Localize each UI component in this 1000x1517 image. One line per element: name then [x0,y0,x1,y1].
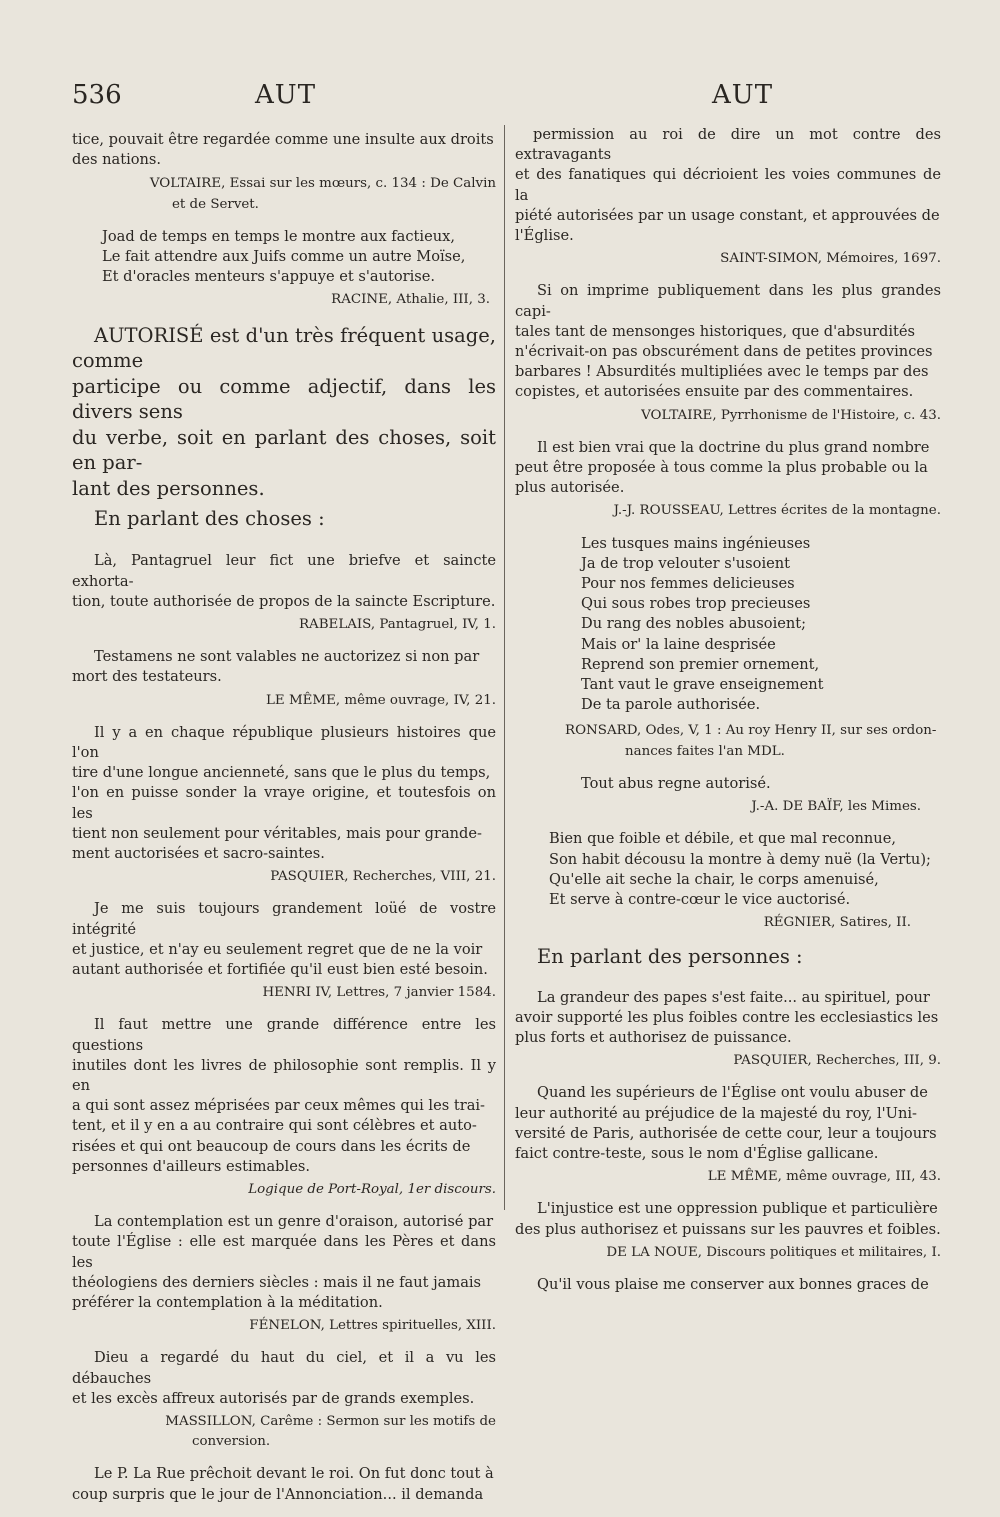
citation: VOLTAIRE, Pyrrhonisme de l'Histoire, c. 43. [641,407,941,423]
quote: Là, Pantagruel leur fict une briefve et saincte exhorta- tion, toute authorisée de propos de la saincte Escripture. RABELAIS, Pantagruel, IV, 1. [72,551,496,635]
citation: DE LA NOUE, Discours politiques et militaires, I. [606,1244,941,1260]
verse-quote: Bien que foible et débile, et que mal reconnue, Son habit décousu la montre à demy nuë (la Vertu); Qu'elle ait seche la chair, le corps amenuisé, Et serve à contre-cœur le vice auctorisé. RÉGNIER, Satires, II. [549,829,941,933]
citation: J.-A. DE BAÏF, les Mimes. [751,799,921,815]
quote: Si on imprime publiquement dans les plus grandes capi- tales tant de mensonges historiques, que d'absurdités n'écrivait-on pas obscurément dans de petites provinces barbares ! Absurdités multipliées avec le temps par des copistes, et autorisées ensuite par des commentaires. VOLTAIRE, Pyrrhonisme de l'Histoire, c. 43. [515,281,941,425]
citation: RONSARD, Odes, V, 1 : Au roy Henry II, sur ses ordon- nances faites l'an MDL. [565,723,937,759]
quote: Je me suis toujours grandement loüé de vostre intégrité et justice, et n'ay eu seulement regret que de ne la voir autant authorisée et fortifiée qu'il eust bien esté besoin. HENRI IV, Lettres, 7 janvier 1584. [72,899,496,1003]
running-head-right: AUT [712,80,774,110]
citation: LE MÊME, même ouvrage, III, 43. [707,1169,941,1185]
quote: Il faut mettre une grande différence entre les questions inutiles dont les livres de philosophie sont remplis. Il y en a qui sont assez méprisées par ceux mêmes qui les trai- tent, et il y en a au contraire qui sont célèbres et auto- risées et qui ont beaucoup de cours dans les écrits de personnes d'ailleurs estimables. Logique de Port-Royal, 1er discours. [72,1015,496,1200]
running-head-left: AUT [255,80,317,110]
quote-continued: permission au roi de dire un mot contre des extravagants et des fanatiques qui décrioient les voies communes de la piété autorisées par un usage constant, et approuvées de l'Église. SAINT-SIMON, Mémoires, 1697. [515,125,941,269]
quote-continued [72,130,496,170]
citation: J.-J. ROUSSEAU, Lettres écrites de la montagne. [613,503,941,519]
citation: RACINE, Athalie, III, 3. [331,292,490,308]
citation: RABELAIS, Pantagruel, IV, 1. [298,616,496,632]
quote: Il est bien vrai que la doctrine du plus grand nombre peut être proposée à tous comme la plus probable ou la plus autorisée. J.-J. ROUSSEAU, Lettres écrites de la montagne. [515,438,941,522]
citation: Logique de Port-Royal, 1er discours. [248,1182,496,1198]
citation: PASQUIER, Recherches, VIII, 21. [270,869,496,885]
page-number: 536 [72,80,122,110]
citation: RÉGNIER, Satires, II. [763,915,911,931]
quote: La grandeur des papes s'est faite... au spirituel, pour avoir supporté les plus foibles contre les ecclesiastics les plus forts et authorisez de puissance. PASQUIER, Recherches, III, 9. [515,988,941,1072]
quote: Qu'il vous plaise me conserver aux bonnes graces de [537,1275,929,1293]
column-divider [504,125,505,1210]
section-heading: En parlant des personnes : [537,945,803,969]
text-line: des nations. [72,151,162,169]
citation: LE MÊME, même ouvrage, IV, 21. [266,692,496,708]
citation: MASSILLON, Carême : Sermon sur les motifs de [165,1414,496,1430]
text-line: tice, pouvait être regardée comme une insulte aux droits [72,131,494,148]
quote: Le P. La Rue prêchoit devant le roi. On fut donc tout à coup surpris que le jour de l'Annonciation... il demanda [72,1465,494,1503]
citation: FÉNELON, Lettres spirituelles, XIII. [249,1318,496,1334]
verse-quote: Joad de temps en temps le montre aux factieux, Le fait attendre aux Juifs comme un autre Moïse, Et d'oracles menteurs s'appuye et s'autorise. RACINE, Athalie, III, 3. [102,227,496,311]
quote: L'injustice est une oppression publique et particulière des plus authorisez et puissans sur les pauvres et foibles. DE LA NOUE, Discours politiques et militaires, I. [515,1199,941,1263]
citation: HENRI IV, Lettres, 7 janvier 1584. [262,985,496,1001]
quote: Il y a en chaque république plusieurs histoires que l'on tire d'une longue ancienneté, sans que le plus du temps, l'on en puisse sonder la vraye origine, et toutesfois on les tient non seulement pour véritables, mais pour grande- ment auctorisées et sacro-saintes. PASQUIER, Recherches, VIII, 21. [72,723,496,888]
citation: PASQUIER, Recherches, III, 9. [733,1053,941,1069]
left-column [72,130,496,1517]
section-heading: En parlant des choses : [94,507,325,531]
verse-quote: Les tusques mains ingénieuses Ja de trop velouter s'usoient Pour nos femmes delicieuses Qui sous robes trop precieuses Du rang des nobles abusoient; Mais or' la laine desprisée Reprend son premier ornement, Tant vaut le grave enseignement De ta parole authorisée. [581,534,824,714]
quote: Quand les supérieurs de l'Église ont voulu abuser de leur authorité au préjudice de la majesté du roy, l'Uni- versité de Paris, authorisée de cette cour, leur a toujours faict contre-teste, sous le nom d'Église gallicane. LE MÊME, même ouvrage, III, 43. [515,1083,941,1187]
verse-quote: Tout abus regne autorisé. J.-A. DE BAÏF, les Mimes. [581,774,941,817]
citation: VOLTAIRE, Essai sur les mœurs, c. 134 : De Calvin et de Servet. [149,176,496,212]
right-column [515,125,941,1307]
quote: La contemplation est un genre d'oraison, autorisé par toute l'Église : elle est marquée dans les Pères et dans les théologiens des derniers siècles : mais il ne faut jamais préférer la contemplation à la méditation. FÉNELON, Lettres spirituelles, XIII. [72,1212,496,1336]
quote: Testamens ne sont valables ne auctorizez si non par mort des testateurs. LE MÊME, même ouvrage, IV, 21. [72,647,496,711]
definition-paragraph: AUTORISÉ est d'un très fréquent usage, comme participe ou comme adjectif, dans les divers sens du verbe, soit en parlant des choses, soit en par- lant des personnes. [72,323,496,500]
quote: Dieu a regardé du haut du ciel, et il a vu les débauches et les excès affreux autorisés par de grands exemples. MASSILLON, Carême : Sermon sur les motifs de conversion. [72,1349,496,1450]
citation: SAINT-SIMON, Mémoires, 1697. [720,251,941,267]
